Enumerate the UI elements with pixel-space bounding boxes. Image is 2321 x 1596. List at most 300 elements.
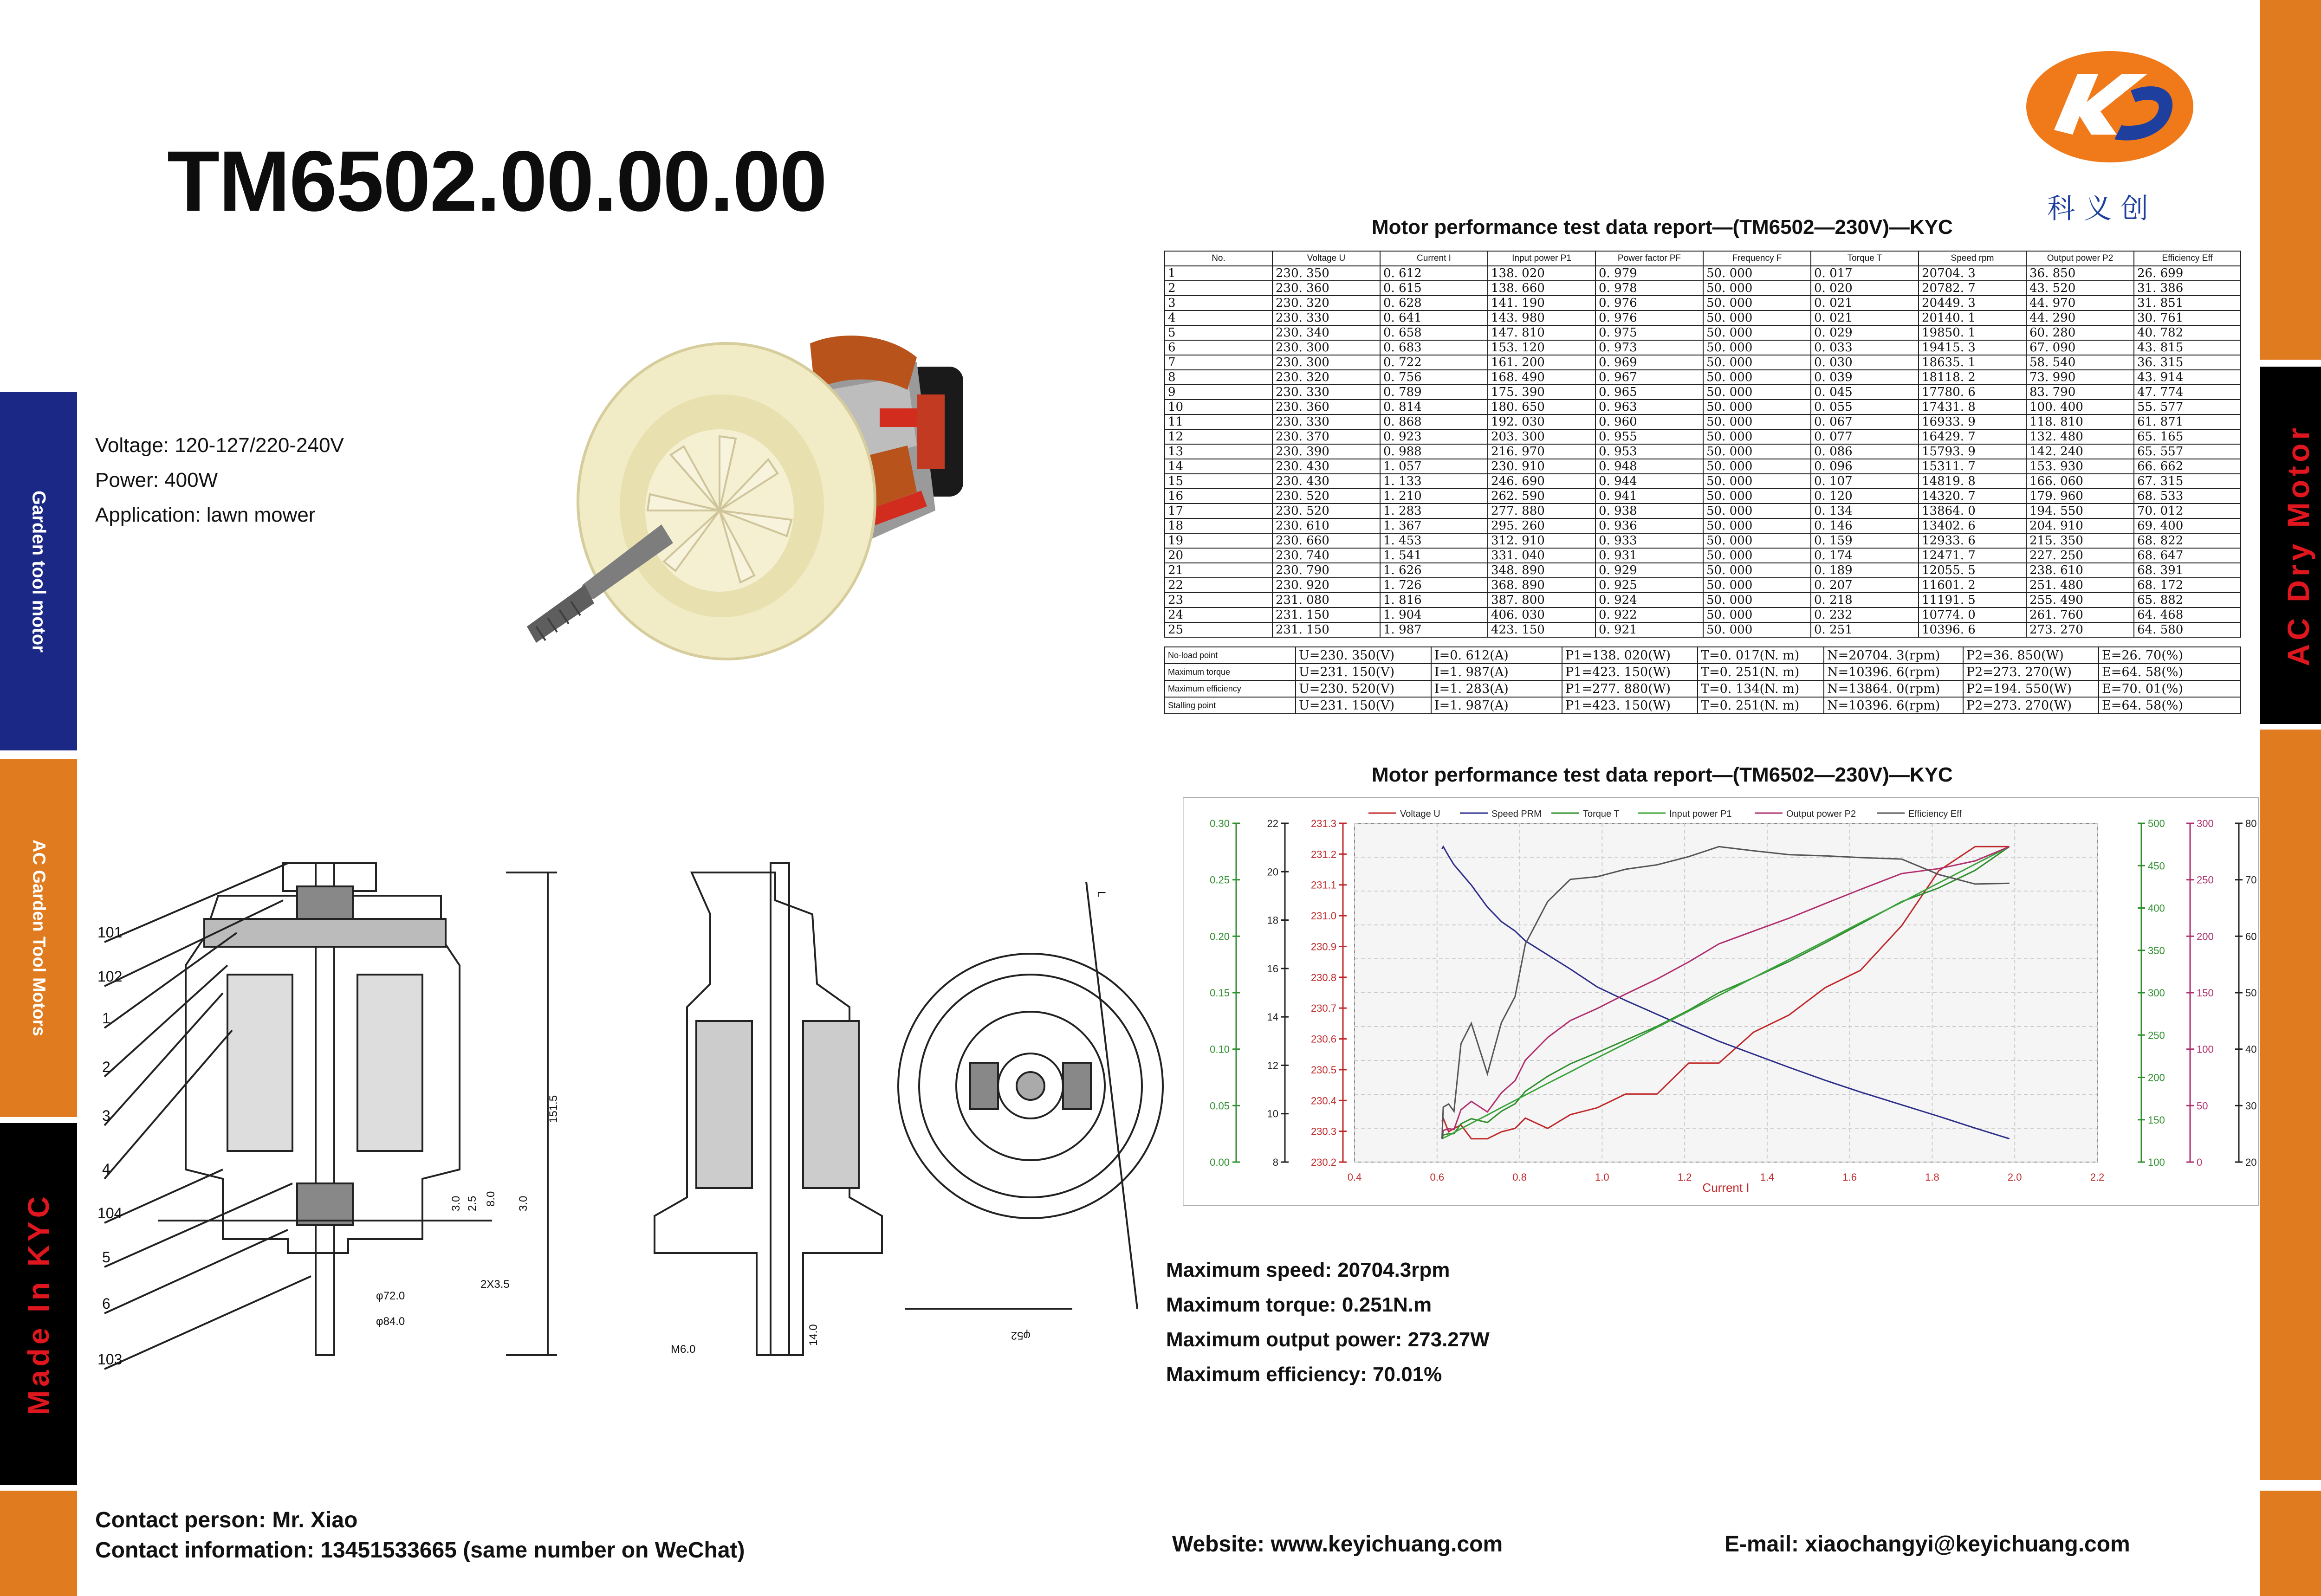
table-cell: 12933. 6 xyxy=(1919,533,2026,548)
table-cell: 230. 320 xyxy=(1272,370,1380,385)
table-cell: 0. 628 xyxy=(1380,296,1488,310)
axis-tick-label: 100 xyxy=(2197,1043,2214,1055)
table-cell: 0. 963 xyxy=(1595,400,1703,414)
table-cell: 11601. 2 xyxy=(1919,578,2026,593)
table-cell: 13864. 0 xyxy=(1919,504,2026,518)
table-cell: 179. 960 xyxy=(2026,489,2134,504)
dimension-label: 2.5 xyxy=(466,1195,479,1211)
table-cell: 44. 970 xyxy=(2026,296,2134,310)
table-cell: 1. 283 xyxy=(1380,504,1488,518)
column-header: Input power P1 xyxy=(1488,251,1595,266)
table-cell: 0. 955 xyxy=(1595,429,1703,444)
table-cell: 0. 218 xyxy=(1811,593,1919,607)
table-cell: 0. 756 xyxy=(1380,370,1488,385)
summary-cell: U=231. 150(V) xyxy=(1296,697,1431,714)
table-cell: 273. 270 xyxy=(2026,622,2134,637)
table-cell: 0. 232 xyxy=(1811,607,1919,622)
table-cell: 15 xyxy=(1165,474,1272,489)
table-row xyxy=(1165,400,2241,414)
table-cell: 5 xyxy=(1165,325,1272,340)
table-cell: 230. 330 xyxy=(1272,310,1380,325)
summary-cell: P1=423. 150(W) xyxy=(1562,664,1698,680)
table-cell: 50. 000 xyxy=(1703,325,1811,340)
table-cell: 0. 975 xyxy=(1595,325,1703,340)
column-header: Torque T xyxy=(1811,251,1919,266)
table-cell: 231. 080 xyxy=(1272,593,1380,607)
summary-table xyxy=(1164,646,2241,714)
table-cell: 50. 000 xyxy=(1703,429,1811,444)
table-cell: 0. 948 xyxy=(1595,459,1703,474)
table-row xyxy=(1165,563,2241,578)
table-cell: 230. 520 xyxy=(1272,504,1380,518)
table-cell: 255. 490 xyxy=(2026,593,2134,607)
chart-title: Motor performance test data report—(TM6502—230V)—KYC xyxy=(1372,763,1953,786)
axis-tick-label: 200 xyxy=(2148,1072,2165,1084)
band-label-ac-dry-motor: AC Dry Motor xyxy=(2281,424,2315,666)
summary-cell: U=231. 150(V) xyxy=(1296,664,1431,680)
table-row xyxy=(1165,578,2241,593)
table-row xyxy=(1165,474,2241,489)
axis-tick-label: 100 xyxy=(2148,1157,2165,1168)
table-cell: 261. 760 xyxy=(2026,607,2134,622)
axis-tick-label: 230.2 xyxy=(1310,1157,1336,1168)
table-cell: 175. 390 xyxy=(1488,385,1595,400)
table-cell: 50. 000 xyxy=(1703,414,1811,429)
legend-entry: Voltage U xyxy=(1400,809,1440,819)
summary-label: Stalling point xyxy=(1165,697,1296,714)
table-cell: 15793. 9 xyxy=(1919,444,2026,459)
x-tick-label: 1.0 xyxy=(1595,1171,1609,1183)
table-row xyxy=(1165,370,2241,385)
table-cell: 0. 021 xyxy=(1811,296,1919,310)
table-row xyxy=(1165,489,2241,504)
stat-max-torque: Maximum torque: 0.251N.m xyxy=(1166,1293,1432,1316)
table-cell: 0. 868 xyxy=(1380,414,1488,429)
summary-cell: U=230. 350(V) xyxy=(1296,647,1431,664)
table-row xyxy=(1165,340,2241,355)
part-label: 1 xyxy=(102,1010,110,1027)
table-cell: 50. 000 xyxy=(1703,504,1811,518)
table-cell: 0. 029 xyxy=(1811,325,1919,340)
table-cell: 1. 453 xyxy=(1380,533,1488,548)
part-label: 5 xyxy=(102,1249,110,1266)
table-cell: 1. 367 xyxy=(1380,518,1488,533)
table-cell: 312. 910 xyxy=(1488,533,1595,548)
axis-tick-label: 250 xyxy=(2197,874,2214,886)
axis-tick-label: 230.7 xyxy=(1310,1002,1336,1014)
table-cell: 13 xyxy=(1165,444,1272,459)
table-cell: 1. 057 xyxy=(1380,459,1488,474)
summary-cell: E=70. 01(%) xyxy=(2099,680,2241,697)
axis-tick-label: 230.8 xyxy=(1310,971,1336,983)
left-band-blue xyxy=(0,392,77,750)
axis-tick-label: 0.25 xyxy=(1210,874,1230,886)
stat-max-output-power: Maximum output power: 273.27W xyxy=(1166,1328,1490,1351)
table-cell: 138. 020 xyxy=(1488,266,1595,281)
table-cell: 50. 000 xyxy=(1703,266,1811,281)
summary-cell: I=0. 612(A) xyxy=(1431,647,1562,664)
axis-tick-label: 231.0 xyxy=(1310,910,1336,922)
table-cell: 68. 391 xyxy=(2134,563,2241,578)
table-row xyxy=(1165,622,2241,637)
table-cell: 0. 159 xyxy=(1811,533,1919,548)
table-cell: 65. 165 xyxy=(2134,429,2241,444)
column-header: Output power P2 xyxy=(2026,251,2134,266)
table-cell: 19415. 3 xyxy=(1919,340,2026,355)
table-cell: 230. 610 xyxy=(1272,518,1380,533)
table-row xyxy=(1165,504,2241,518)
summary-row xyxy=(1165,697,2241,714)
table-cell: 0. 658 xyxy=(1380,325,1488,340)
table-cell: 19 xyxy=(1165,533,1272,548)
column-header: Voltage U xyxy=(1272,251,1380,266)
axis-tick-label: 50 xyxy=(2245,987,2257,999)
table-cell: 2 xyxy=(1165,281,1272,296)
axis-tick-label: 0.00 xyxy=(1210,1157,1230,1168)
table-cell: 0. 683 xyxy=(1380,340,1488,355)
table-cell: 216. 970 xyxy=(1488,444,1595,459)
table-cell: 1. 904 xyxy=(1380,607,1488,622)
axis-tick-label: 230.4 xyxy=(1310,1095,1336,1107)
column-header: Frequency F xyxy=(1703,251,1811,266)
table-cell: 0. 969 xyxy=(1595,355,1703,370)
kyc-logo-icon xyxy=(2022,46,2198,167)
summary-cell: P2=273. 270(W) xyxy=(1963,697,2099,714)
table-cell: 1. 987 xyxy=(1380,622,1488,637)
legend-entry: Input power P1 xyxy=(1669,809,1732,819)
table-cell: 0. 965 xyxy=(1595,385,1703,400)
table-cell: 230. 330 xyxy=(1272,385,1380,400)
part-label: 2 xyxy=(102,1059,110,1075)
summary-row xyxy=(1165,664,2241,680)
table-cell: 22 xyxy=(1165,578,1272,593)
table-cell: 0. 189 xyxy=(1811,563,1919,578)
summary-cell: N=10396. 6(rpm) xyxy=(1824,664,1963,680)
table-cell: 0. 146 xyxy=(1811,518,1919,533)
table-cell: 368. 890 xyxy=(1488,578,1595,593)
contact-info: Contact information: 13451533665 (same number on WeChat) xyxy=(95,1538,745,1563)
contact-person: Contact person: Mr. Xiao xyxy=(95,1508,358,1532)
table-cell: 0. 973 xyxy=(1595,340,1703,355)
table-cell: 31. 386 xyxy=(2134,281,2241,296)
table-cell: 20449. 3 xyxy=(1919,296,2026,310)
x-tick-label: 0.8 xyxy=(1512,1171,1527,1183)
test-data-table xyxy=(1164,251,2241,638)
table-cell: 230. 300 xyxy=(1272,355,1380,370)
left-band-black xyxy=(0,1123,77,1485)
table-cell: 230. 350 xyxy=(1272,266,1380,281)
table-cell: 36. 315 xyxy=(2134,355,2241,370)
axis-tick-label: 8 xyxy=(1272,1157,1278,1168)
axis-tick-label: 22 xyxy=(1267,818,1278,829)
axis-tick-label: 450 xyxy=(2148,860,2165,872)
spec-application: Application: lawn mower xyxy=(95,504,316,526)
axis-tick-label: 0.20 xyxy=(1210,930,1230,943)
x-tick-label: 1.2 xyxy=(1677,1171,1692,1183)
band-label-garden-tool-motor: Garden tool motor xyxy=(28,490,49,653)
axis-tick-label: 40 xyxy=(2245,1043,2257,1055)
table-cell: 50. 000 xyxy=(1703,310,1811,325)
dimension-label: 8.0 xyxy=(485,1191,497,1207)
axis-tick-label: 16 xyxy=(1267,963,1278,975)
axis-tick-label: 10 xyxy=(1267,1108,1278,1120)
table-cell: 0. 096 xyxy=(1811,459,1919,474)
table-cell: 1. 626 xyxy=(1380,563,1488,578)
table-cell: 230. 360 xyxy=(1272,281,1380,296)
table-cell: 0. 039 xyxy=(1811,370,1919,385)
table-cell: 21 xyxy=(1165,563,1272,578)
table-cell: 44. 290 xyxy=(2026,310,2134,325)
column-header: Speed rpm xyxy=(1919,251,2026,266)
x-tick-label: 0.4 xyxy=(1347,1171,1362,1183)
table-cell: 70. 012 xyxy=(2134,504,2241,518)
table-cell: 68. 172 xyxy=(2134,578,2241,593)
table-cell: 0. 789 xyxy=(1380,385,1488,400)
axis-tick-label: 18 xyxy=(1267,914,1278,926)
table-cell: 231. 150 xyxy=(1272,622,1380,637)
table-cell: 230. 390 xyxy=(1272,444,1380,459)
table-cell: 16 xyxy=(1165,489,1272,504)
table-cell: 17431. 8 xyxy=(1919,400,2026,414)
legend-entry: Efficiency Eff xyxy=(1908,809,1962,819)
table-cell: 1. 541 xyxy=(1380,548,1488,563)
table-cell: 331. 040 xyxy=(1488,548,1595,563)
table-cell: 0. 924 xyxy=(1595,593,1703,607)
table-cell: 50. 000 xyxy=(1703,400,1811,414)
table-row xyxy=(1165,518,2241,533)
table-cell: 142. 240 xyxy=(2026,444,2134,459)
table-cell: 20704. 3 xyxy=(1919,266,2026,281)
brand-chinese-name: 科 义 创 xyxy=(2047,193,2149,225)
axis-tick-label: 0 xyxy=(2197,1157,2203,1168)
table-cell: 230. 740 xyxy=(1272,548,1380,563)
summary-cell: T=0. 251(N. m) xyxy=(1698,664,1824,680)
axis-tick-label: 231.2 xyxy=(1310,848,1336,860)
table-cell: 0. 921 xyxy=(1595,622,1703,637)
table-cell: 40. 782 xyxy=(2134,325,2241,340)
axis-tick-label: 0.05 xyxy=(1210,1100,1230,1112)
table-cell: 348. 890 xyxy=(1488,563,1595,578)
x-tick-label: 1.6 xyxy=(1842,1171,1857,1183)
summary-cell: I=1. 283(A) xyxy=(1431,680,1562,697)
dimension-label: L xyxy=(1095,891,1108,898)
table-cell: 60. 280 xyxy=(2026,325,2134,340)
table-cell: 141. 190 xyxy=(1488,296,1595,310)
table-row xyxy=(1165,355,2241,370)
website-link[interactable]: Website: www.keyichuang.com xyxy=(1172,1532,1503,1557)
table-cell: 132. 480 xyxy=(2026,429,2134,444)
table-cell: 61. 871 xyxy=(2134,414,2241,429)
table-cell: 12055. 5 xyxy=(1919,563,2026,578)
right-band-orange-top xyxy=(2260,0,2321,360)
dimension-label: φ84.0 xyxy=(376,1315,405,1328)
table-cell: 238. 610 xyxy=(2026,563,2134,578)
table-cell: 0. 251 xyxy=(1811,622,1919,637)
axis-tick-label: 500 xyxy=(2148,818,2165,829)
summary-cell: U=230. 520(V) xyxy=(1296,680,1431,697)
table-cell: 0. 953 xyxy=(1595,444,1703,459)
axis-tick-label: 150 xyxy=(2148,1114,2165,1126)
table-row xyxy=(1165,593,2241,607)
summary-cell: P2=194. 550(W) xyxy=(1963,680,2099,697)
table-cell: 230. 520 xyxy=(1272,489,1380,504)
page-title: TM6502.00.00.00 xyxy=(167,134,827,229)
dimension-label: φ72.0 xyxy=(376,1290,405,1302)
axis-tick-label: 20 xyxy=(2245,1157,2257,1168)
table-cell: 0. 207 xyxy=(1811,578,1919,593)
summary-cell: P2=273. 270(W) xyxy=(1963,664,2099,680)
table-cell: 1 xyxy=(1165,266,1272,281)
summary-row xyxy=(1165,680,2241,697)
table-row xyxy=(1165,533,2241,548)
table-cell: 423. 150 xyxy=(1488,622,1595,637)
band-label-made-in-kyc: Made In KYC xyxy=(22,1193,55,1415)
summary-cell: P1=138. 020(W) xyxy=(1562,647,1698,664)
part-label: 6 xyxy=(102,1295,110,1312)
part-label: 101 xyxy=(97,924,123,941)
table-cell: 10396. 6 xyxy=(1919,622,2026,637)
table-cell: 387. 800 xyxy=(1488,593,1595,607)
table-cell: 277. 880 xyxy=(1488,504,1595,518)
axis-tick-label: 70 xyxy=(2245,874,2257,886)
table-cell: 0. 077 xyxy=(1811,429,1919,444)
table-cell: 143. 980 xyxy=(1488,310,1595,325)
table-cell: 230. 360 xyxy=(1272,400,1380,414)
table-cell: 12 xyxy=(1165,429,1272,444)
table-cell: 30. 761 xyxy=(2134,310,2241,325)
email-link[interactable]: E-mail: xiaochangyi@keyichuang.com xyxy=(1725,1532,2130,1557)
table-cell: 50. 000 xyxy=(1703,593,1811,607)
table-row xyxy=(1165,385,2241,400)
table-cell: 11191. 5 xyxy=(1919,593,2026,607)
table-cell: 43. 815 xyxy=(2134,340,2241,355)
dimension-label: 14.0 xyxy=(807,1324,820,1346)
table-cell: 1. 133 xyxy=(1380,474,1488,489)
band-label-ac-garden-tool-motors: AC Garden Tool Motors xyxy=(29,840,49,1036)
table-cell: 18635. 1 xyxy=(1919,355,2026,370)
table-cell: 0. 174 xyxy=(1811,548,1919,563)
table-cell: 10 xyxy=(1165,400,1272,414)
table-cell: 0. 929 xyxy=(1595,563,1703,578)
summary-cell: T=0. 017(N. m) xyxy=(1698,647,1824,664)
part-label: 104 xyxy=(97,1205,123,1221)
part-label: 102 xyxy=(97,968,123,985)
table-cell: 0. 615 xyxy=(1380,281,1488,296)
table-cell: 50. 000 xyxy=(1703,281,1811,296)
spec-voltage: Voltage: 120-127/220-240V xyxy=(95,434,344,457)
table-cell: 295. 260 xyxy=(1488,518,1595,533)
table-cell: 0. 017 xyxy=(1811,266,1919,281)
table-cell: 24 xyxy=(1165,607,1272,622)
table-cell: 0. 923 xyxy=(1380,429,1488,444)
table-cell: 68. 822 xyxy=(2134,533,2241,548)
table-cell: 230. 910 xyxy=(1488,459,1595,474)
table-cell: 50. 000 xyxy=(1703,607,1811,622)
table-cell: 0. 936 xyxy=(1595,518,1703,533)
column-header: Efficiency Eff xyxy=(2134,251,2241,266)
table-cell: 1. 816 xyxy=(1380,593,1488,607)
table-cell: 0. 976 xyxy=(1595,296,1703,310)
summary-cell: N=10396. 6(rpm) xyxy=(1824,697,1963,714)
table-cell: 0. 922 xyxy=(1595,607,1703,622)
table-cell: 43. 914 xyxy=(2134,370,2241,385)
table-cell: 406. 030 xyxy=(1488,607,1595,622)
axis-tick-label: 230.9 xyxy=(1310,941,1336,953)
table-cell: 50. 000 xyxy=(1703,622,1811,637)
table-cell: 14819. 8 xyxy=(1919,474,2026,489)
motor-illustration xyxy=(508,325,1089,743)
table-cell: 26. 699 xyxy=(2134,266,2241,281)
table-row xyxy=(1165,414,2241,429)
axis-tick-label: 0.15 xyxy=(1210,987,1230,999)
table-cell: 15311. 7 xyxy=(1919,459,2026,474)
brand-logo xyxy=(2022,46,2198,167)
table-row xyxy=(1165,281,2241,296)
table-cell: 20140. 1 xyxy=(1919,310,2026,325)
table-cell: 0. 086 xyxy=(1811,444,1919,459)
table-cell: 0. 722 xyxy=(1380,355,1488,370)
table-cell: 0. 134 xyxy=(1811,504,1919,518)
table-cell: 0. 641 xyxy=(1380,310,1488,325)
summary-cell: N=20704. 3(rpm) xyxy=(1824,647,1963,664)
table-cell: 0. 979 xyxy=(1595,266,1703,281)
table-cell: 64. 580 xyxy=(2134,622,2241,637)
axis-tick-label: 230.3 xyxy=(1310,1125,1336,1137)
table-cell: 118. 810 xyxy=(2026,414,2134,429)
table-cell: 50. 000 xyxy=(1703,340,1811,355)
table-cell: 12471. 7 xyxy=(1919,548,2026,563)
axis-tick-label: 230.5 xyxy=(1310,1064,1336,1076)
spec-power: Power: 400W xyxy=(95,469,218,491)
table-cell: 50. 000 xyxy=(1703,459,1811,474)
axis-tick-label: 60 xyxy=(2245,930,2257,943)
table-title: Motor performance test data report—(TM6502—230V)—KYC xyxy=(1372,216,1953,239)
table-cell: 0. 938 xyxy=(1595,504,1703,518)
table-cell: 17 xyxy=(1165,504,1272,518)
table-cell: 64. 468 xyxy=(2134,607,2241,622)
table-cell: 0. 944 xyxy=(1595,474,1703,489)
table-cell: 23 xyxy=(1165,593,1272,607)
table-cell: 230. 300 xyxy=(1272,340,1380,355)
table-cell: 192. 030 xyxy=(1488,414,1595,429)
axis-tick-label: 230.6 xyxy=(1310,1033,1336,1045)
table-cell: 204. 910 xyxy=(2026,518,2134,533)
summary-cell: I=1. 987(A) xyxy=(1431,697,1562,714)
right-band-orange-bottom xyxy=(2260,1491,2321,1596)
summary-label: No-load point xyxy=(1165,647,1296,664)
summary-cell: P1=277. 880(W) xyxy=(1562,680,1698,697)
axis-tick-label: 350 xyxy=(2148,944,2165,956)
table-cell: 0. 967 xyxy=(1595,370,1703,385)
axis-tick-label: 0.10 xyxy=(1210,1043,1230,1055)
table-cell: 230. 660 xyxy=(1272,533,1380,548)
summary-cell: E=26. 70(%) xyxy=(2099,647,2241,664)
table-cell: 0. 960 xyxy=(1595,414,1703,429)
table-cell: 73. 990 xyxy=(2026,370,2134,385)
axis-tick-label: 150 xyxy=(2197,987,2214,999)
part-label: 103 xyxy=(97,1351,123,1368)
dimension-label: M6.0 xyxy=(671,1343,696,1356)
dimension-label: φ52 xyxy=(1011,1329,1031,1342)
stat-max-efficiency: Maximum efficiency: 70.01% xyxy=(1166,1363,1442,1386)
table-cell: 0. 055 xyxy=(1811,400,1919,414)
performance-chart xyxy=(1183,797,2259,1206)
motor-photo xyxy=(508,325,1089,743)
table-cell: 161. 200 xyxy=(1488,355,1595,370)
table-header-row xyxy=(1165,251,2241,266)
table-cell: 180. 650 xyxy=(1488,400,1595,414)
technical-drawing xyxy=(88,845,1193,1415)
